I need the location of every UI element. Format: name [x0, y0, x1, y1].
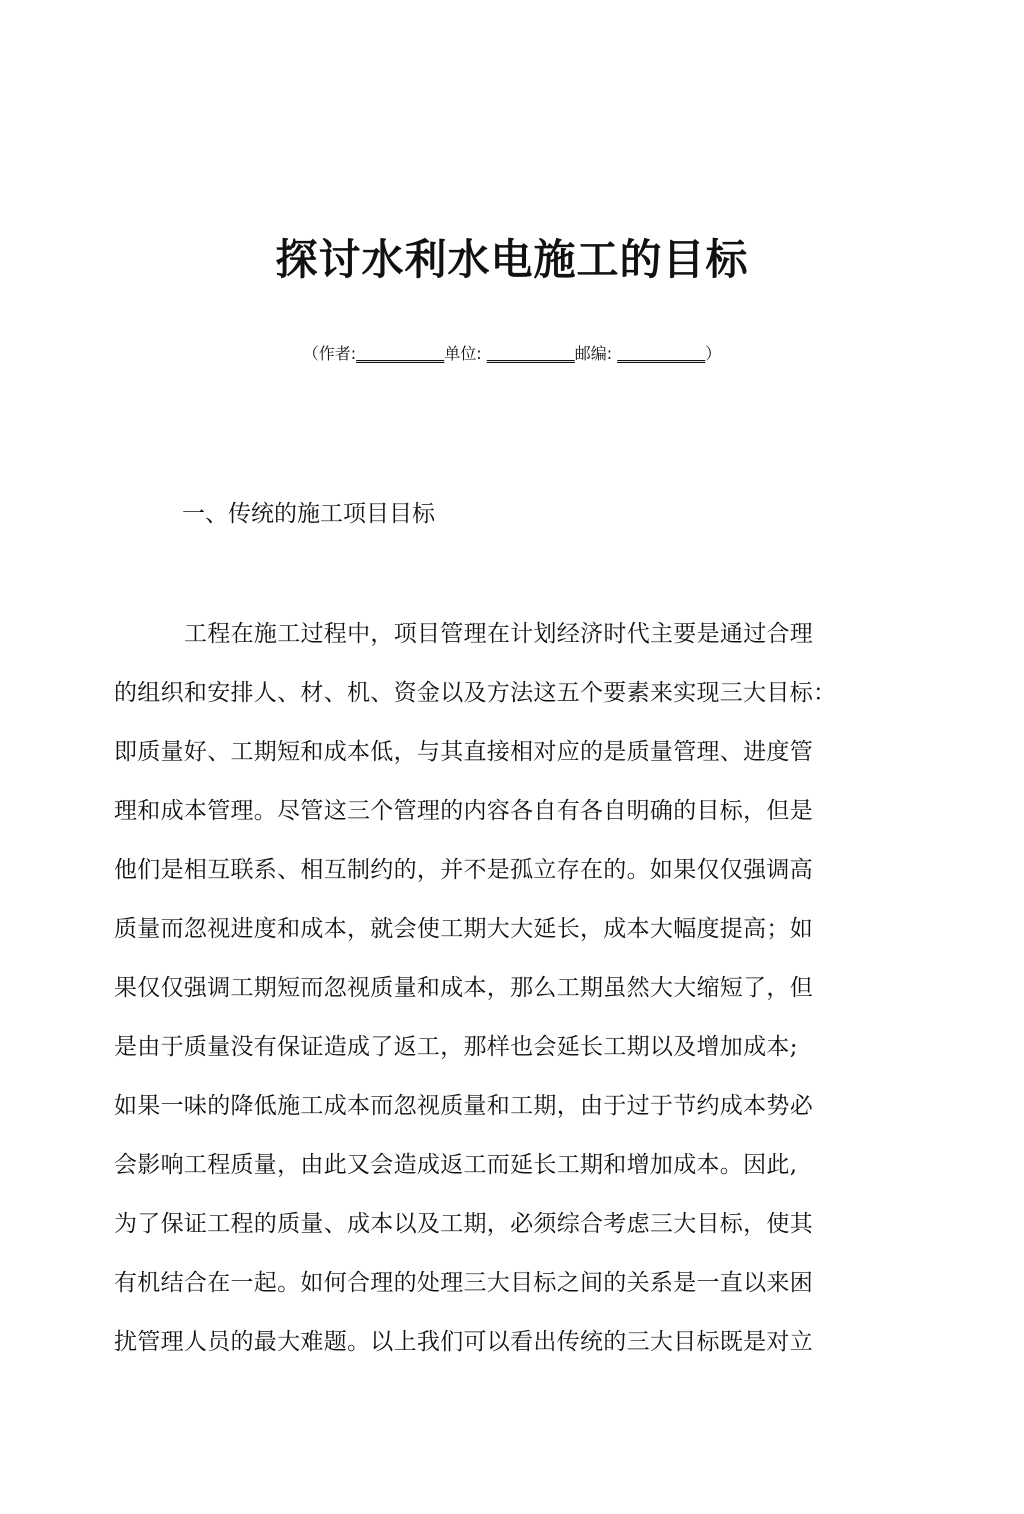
unit-blank: ___________: [486, 344, 575, 363]
paragraph-line: 质量而忽视进度和成本，就会使工期大大延长，成本大幅度提高；如: [114, 916, 813, 942]
paragraph-line: 会影响工程质量，由此又会造成返工而延长工期和增加成本。因此,: [114, 1152, 798, 1178]
paragraph-line: 是由于质量没有保证造成了返工，那样也会延长工期以及增加成本;: [114, 1034, 798, 1060]
byline-close: ）: [705, 344, 722, 363]
author-blank: ___________: [356, 344, 445, 363]
paragraph-line: 即质量好、工期短和成本低，与其直接相对应的是质量管理、进度管: [114, 739, 813, 765]
paragraph-line: 工程在施工过程中，项目管理在计划经济时代主要是通过合理: [184, 621, 814, 647]
section-heading: 一、传统的施工项目目标: [182, 501, 435, 527]
paragraph-line: 理和成本管理。尽管这三个管理的内容各自有各自明确的目标，但是: [114, 798, 813, 824]
body-paragraph: [114, 612, 858, 1379]
postcode-label: 邮编:: [574, 344, 613, 363]
document-title: 探讨水利水电施工的目标: [275, 235, 749, 284]
paragraph-line: 果仅仅强调工期短而忽视质量和成本，那么工期虽然大大缩短了，但: [114, 975, 813, 1001]
paragraph-line: 的组织和安排人、材、机、资金以及方法这五个要素来实现三大目标：: [114, 680, 837, 706]
author-byline: [0, 340, 1024, 368]
unit-label: 单位:: [444, 344, 482, 363]
paragraph-line: 如果一味的降低施工成本而忽视质量和工期，由于过于节约成本势必: [114, 1093, 813, 1119]
paragraph-line: 为了保证工程的质量、成本以及工期，必须综合考虑三大目标，使其: [114, 1211, 813, 1237]
postcode-blank: ___________: [617, 344, 706, 363]
byline-open: （作者:: [302, 344, 357, 363]
paragraph-line: 扰管理人员的最大难题。以上我们可以看出传统的三大目标既是对立: [114, 1329, 813, 1355]
paragraph-line: 他们是相互联系、相互制约的，并不是孤立存在的。如果仅仅强调高: [114, 857, 813, 883]
paragraph-line: 有机结合在一起。如何合理的处理三大目标之间的关系是一直以来困: [114, 1270, 813, 1296]
